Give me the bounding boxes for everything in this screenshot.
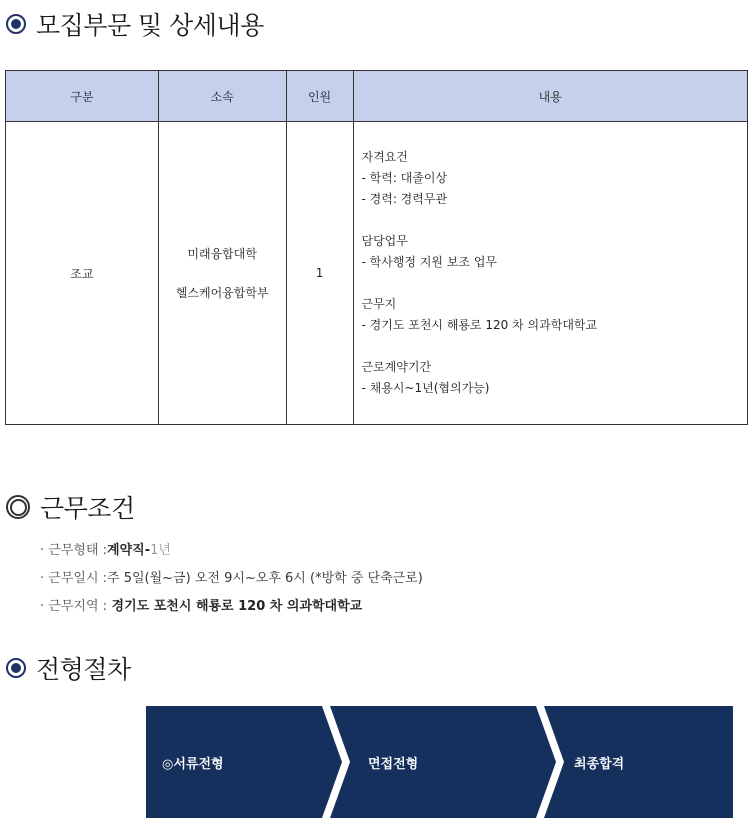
workplace-line: - 경기도 포천시 해룡로 120 차 의과학대학교 [361, 318, 598, 332]
cell-affiliation [158, 122, 286, 425]
header-count: 인원 [286, 71, 353, 122]
affiliation-department: 헬스케어융합학부 [175, 286, 269, 300]
double-circle-bullet-icon [6, 495, 30, 519]
conditions-title-text: 근무조건 [40, 494, 135, 523]
duties-line: - 학사행정 지원 보조 업무 [361, 255, 498, 269]
table-row [6, 122, 748, 425]
cell-content [353, 122, 748, 425]
contract-line: - 채용시~1년(협의가능) [361, 381, 490, 395]
recruit-title-text: 모집부문 및 상세내용 [36, 11, 264, 40]
condition-type-row [40, 537, 423, 565]
conditions-list [40, 537, 423, 621]
header-content: 내용 [353, 71, 748, 122]
contract-title: 근로계약기간 [361, 360, 432, 374]
workplace-title: 근무지 [361, 297, 397, 311]
process-chevrons [146, 706, 733, 818]
header-category: 구분 [6, 71, 159, 122]
process-flow [146, 706, 733, 818]
process-title-text: 전형절차 [36, 655, 131, 684]
workplace-block [362, 294, 740, 336]
affiliation-college: 미래융합대학 [187, 247, 257, 261]
conditions-section-title [6, 489, 135, 525]
qualification-title: 자격요건 [361, 150, 408, 164]
filled-circle-bullet-icon [6, 658, 26, 678]
cell-count: 1 [286, 122, 353, 425]
recruit-section-title [6, 6, 264, 42]
step-chevron-3 [544, 706, 733, 818]
table-header-row [6, 71, 748, 122]
step-final-pass: 최종합격 [574, 757, 625, 772]
condition-location-value: 경기도 포천시 해룡로 120 차 의과학대학교 [107, 599, 363, 614]
step-interview: 면접전형 [368, 757, 419, 772]
process-section-title [6, 650, 131, 686]
duties-block [362, 231, 740, 273]
condition-location-row [40, 593, 423, 621]
recruit-table [5, 70, 748, 425]
condition-type-label: · 근무형태 : [40, 543, 108, 558]
qualification-block [362, 147, 740, 210]
filled-circle-bullet-icon [6, 14, 26, 34]
condition-type-value: 계약직- [107, 543, 151, 558]
condition-hours-row [40, 565, 423, 593]
qualification-line: - 학력: 대졸이상 [361, 171, 448, 185]
cell-category: 조교 [6, 122, 159, 425]
step-chevron-2 [330, 706, 556, 818]
condition-type-suffix: 1년 [150, 543, 171, 558]
duties-title: 담당업무 [361, 234, 408, 248]
step-document-screening: ◎서류전형 [162, 757, 224, 772]
condition-hours-label: · 근무일시 : [40, 571, 108, 586]
qualification-line: - 경력: 경력무관 [361, 192, 448, 206]
condition-location-label: · 근무지역 : [40, 599, 108, 614]
condition-hours-value: 주 5일(월~금) 오전 9시~오후 6시 (*방학 중 단축근로) [107, 571, 423, 586]
contract-block [362, 357, 740, 399]
header-affiliation: 소속 [158, 71, 286, 122]
